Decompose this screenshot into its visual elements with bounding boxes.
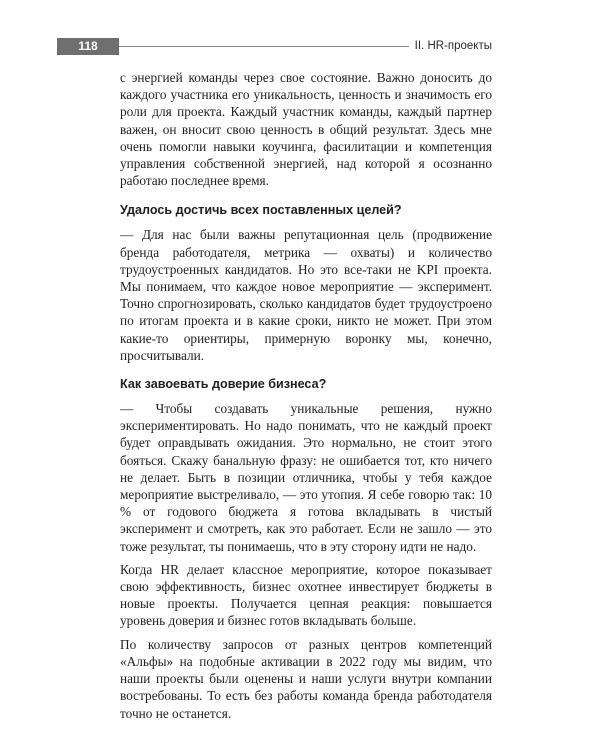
question-heading-goals: Удалось достичь всех поставленных целей? <box>120 203 402 218</box>
running-header-title: II. HR-проекты <box>409 38 492 55</box>
paragraph-requests: По количеству запросов от разных центров компетенций «Альфы» на подобные активации в 2022 году мы видим, что наши проекты были оценены и наши услуги внутри компании востребованы. То есть без работы команда бренда работодателя точно не останется. <box>120 636 492 721</box>
page-body <box>120 69 492 728</box>
page-number: 118 <box>57 38 119 55</box>
answer-goals: — Для нас были важны репутационная цель (продвижение бренда работодателя, метрика — охваты) и количество трудоустроенных кандидатов. Но это все-таки не KPI проекта. Мы понимаем, что каждое новое мероприятие — эксперимент. Точно спрогнозировать, сколько кандидатов будет трудоустроено по итогам проекта и в какие сроки, никто не может. При этом какие-то ориентиры, примерную воронку мы, конечно, просчитывали. <box>120 227 492 363</box>
paragraph-hr-effect: Когда HR делает классное мероприятие, которое показывает свою эффективность, бизнес охотнее инвестирует бюджеты в новые проекты. Получается цепная реакция: повышается уровень доверия и бизнес готов вкладывать больше. <box>120 561 492 629</box>
paragraph-intro: с энергией команды через свое состояние. Важно доносить до каждого участника его уникальность, ценность и значимость его роли для проекта. Каждый участник команды, каждый партнер важен, он вносит свою ценность в общий результат. Здесь мне очень помогли навыки коучинга, фасилитации и компетенция управления собственной энергией, над которой я осознанно работаю последнее время. <box>120 70 492 189</box>
answer-trust: — Чтобы создавать уникальные решения, нужно экспериментировать. Но надо понимать, что не каждый проект будет оправдывать ожидания. Это нормально, не стоит этого бояться. Скажу банальную фразу: не ошибается тот, кто ничего не делает. Быть в позиции отличника, чтобы у тебя каждое мероприятие выстреливало, — это утопия. Я себе говорю так: 10 % от годового бюджета я готова вкладывать в чистый эксперимент и смотреть, как это работает. Если не зашло — это тоже результат, ты понимаешь, что в эту сторону идти не надо. <box>120 401 492 554</box>
question-heading-trust: Как завоевать доверие бизнеса? <box>120 377 327 392</box>
